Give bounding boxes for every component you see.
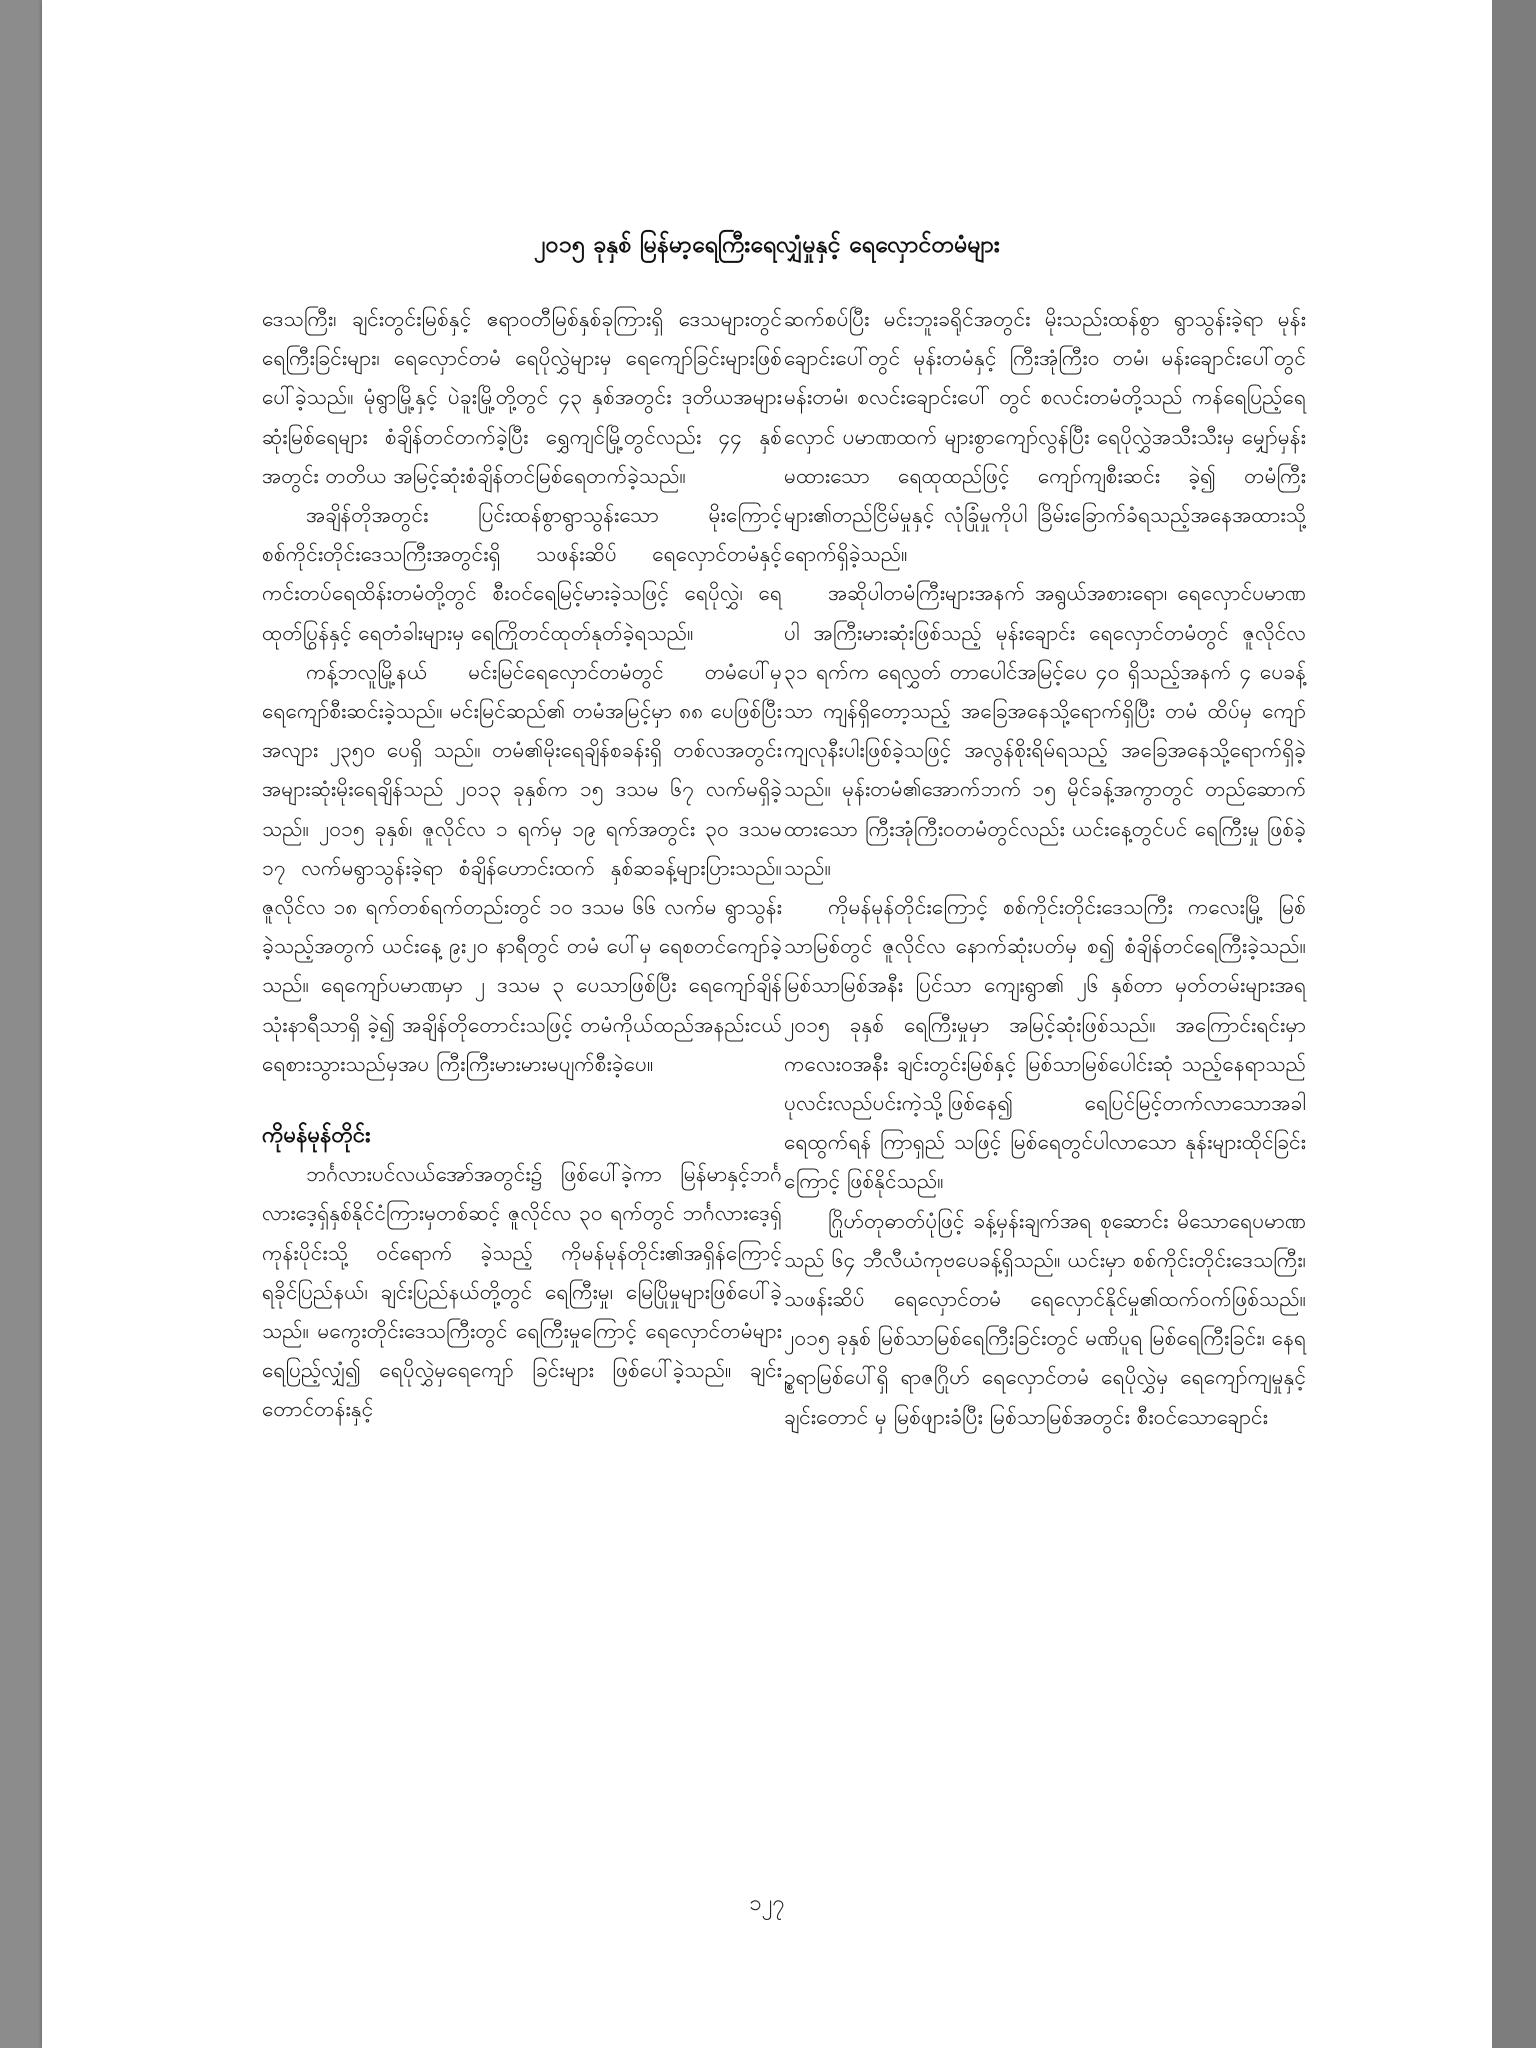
document-page — [42, 0, 1492, 2048]
paragraph: အချိန်တိုအတွင်း ပြင်းထန်စွာရွာသွန်းသော မိုးကြောင့် စစ်ကိုင်းတိုင်းဒေသကြီးအတွင်းရှိ သဖန်းဆိပ် ရေလှောင်တမံနှင့် ကင်းတပ်ရေထိန်းတမံတို့တွင် စီးဝင်ရေမြင့်မားခဲ့သဖြင့် ရေပိုလွှဲ၊ ရေထုတ်ပြွန်နှင့် ရေတံခါးများမှ ရေကြိုတင်ထုတ်နုတ်ခဲ့ရသည်။ — [262, 503, 782, 645]
left-column — [262, 300, 782, 1430]
paragraph: ဒေသကြီး၊ ချင်းတွင်းမြစ်နှင့် ဧရာဝတီမြစ်နှစ်ခုကြားရှိ ဒေသများတွင် ရေကြီးခြင်းများ၊ ရေလှောင်တမံ ရေပိုလွှဲများမှ ရေကျော်ခြင်းများဖြစ်ပေါ်ခဲ့သည်။ မုံရွာမြို့နှင့် ပဲခူးမြို့တို့တွင် ၄၃ နှစ်အတွင်း ဒုတိယအများဆုံးမြစ်ရေများ စံချိန်တင်တက်ခဲ့ပြီး ရွှေကျင်မြို့တွင်လည်း ၄၄ နှစ်အတွင်း တတိယ အမြင့်ဆုံးစံချိန်တင်မြစ်ရေတက်ခဲ့သည်။ — [262, 307, 782, 488]
page-title: ၂၀၁၅ ခုနှစ် မြန်မာ့ရေကြီးရေလျှံမှုနှင့် ရေလှောင်တမံများ — [534, 232, 1000, 258]
paragraph: ဂြိုဟ်တုဓာတ်ပုံဖြင့် ခန့်မှန်းချက်အရ စုဆောင်း မိသောရေပမာဏသည် ၆၄ ဘီလီယံကုဗပေခန့်ရှိသည်။ ယင်းမှာ စစ်ကိုင်းတိုင်းဒေသကြီး၊ သဖန်းဆိပ် ရေလှောင်တမံ ရေလှောင်နိုင်မှု၏ထက်ဝက်ဖြစ်သည်။ ၂၀၁၅ ခုနှစ် မြစ်သာမြစ်ရေကြီးခြင်းတွင် မဏိပူရ မြစ်ရေကြီးခြင်း၊ နေရဉ္စရာမြစ်ပေါ်ရှိ ရာဇဂြိုဟ် ရေလှောင်တမံ ရေပိုလွှဲမှ ရေကျော်ကျမှုနှင့် ချင်းတောင် မှ မြစ်ဖျားခံပြီး မြစ်သာမြစ်အတွင်း စီးဝင်သောချောင်း — [784, 1208, 1306, 1429]
section-heading: ကိုမန်မုန်တိုင်း — [262, 1123, 371, 1149]
paragraph: ကိုမန်မုန်တိုင်းကြောင့် စစ်ကိုင်းတိုင်းဒေသကြီး ကလေးမြို့ မြစ်သာမြစ်တွင် ဇူလိုင်လ နောက်ဆုံးပတ်မှ စ၍ စံချိန်တင်ရေကြီးခဲ့သည်။ မြစ်သာမြစ်အနီး ပြင်သာ ကျေးရွာ၏ ၂၆ နှစ်တာ မှတ်တမ်းများအရ ၂၀၁၅ ခုနှစ် ရေကြီးမှုမှာ အမြင့်ဆုံးဖြစ်သည်။ အကြောင်းရင်းမှာ ကလေးဝအနီး ချင်းတွင်းမြစ်နှင့် မြစ်သာမြစ်ပေါင်းဆုံ သည့်နေရာသည် ပုလင်းလည်ပင်းကဲ့သို့ဖြစ်နေ၍ ရေပြင်မြင့်တက်လာသောအခါ ရေထွက်ရန် ကြာရှည် သဖြင့် မြစ်ရေတွင်ပါလာသော နုန်းများထိုင်ခြင်းကြောင့် ဖြစ်နိုင်သည်။ — [784, 895, 1306, 1194]
viewer-side-strip — [1492, 0, 1536, 2048]
paragraph: ဆက်စပ်ပြီး မင်းဘူးခရိုင်အတွင်း မိုးသည်းထန်စွာ ရွာသွန်းခဲ့ရာ မုန်းချောင်းပေါ်တွင် မုန်းတမံနှင့် ကြီးအုံကြီးဝ တမံ၊ မန်းချောင်းပေါ်တွင် မန်းတမံ၊ စလင်းချောင်းပေါ် တွင် စလင်းတမံတို့သည် ကန်ရေပြည့်ရေလှောင် ပမာဏထက် များစွာကျော်လွန်ပြီး ရေပိုလွှဲအသီးသီးမှ မျှော်မှန်းမထားသော ရေထုထည်ဖြင့် ကျော်ကျစီးဆင်း ခဲ့၍ တမံကြီးများ၏တည်ငြိမ်မှုနှင့် လုံခြုံမှုကိုပါ ခြိမ်းခြောက်ခံရသည့်အနေအထားသို့ ရောက်ရှိခဲ့သည်။ — [784, 307, 1306, 567]
paragraph: ဘင်္ဂလားပင်လယ်အော်အတွင်း၌ ဖြစ်ပေါ်ခဲ့ကာ မြန်မာနှင့်ဘင်္ဂလားဒေ့ရှ်နှစ်နိုင်ငံကြားမှတစ်ဆင့် ဇူလိုင်လ ၃၀ ရက်တွင် ဘင်္ဂလားဒေ့ရှ်ကုန်းပိုင်းသို့ ဝင်ရောက် ခဲ့သည့် ကိုမန်မုန်တိုင်း၏အရှိန်ကြောင့် ရခိုင်ပြည်နယ်၊ ချင်းပြည်နယ်တို့တွင် ရေကြီးမှု၊ မြေပြိုမှုများဖြစ်ပေါ်ခဲ့ သည်။ မကွေးတိုင်းဒေသကြီးတွင် ရေကြီးမှုကြောင့် ရေလှောင်တမံများ ရေပြည့်လျှံ၍ ရေပိုလွှဲမှရေကျော် ခြင်းများ ဖြစ်ပေါ်ခဲ့သည်။ ချင်းတောင်တန်းနှင့် — [262, 1162, 782, 1422]
paragraph: အဆိုပါတမံကြီးများအနက် အရွယ်အစားရော၊ ရေလှောင်ပမာဏပါ အကြီးမားဆုံးဖြစ်သည့် မုန်းချောင်း ရေလှောင်တမံတွင် ဇူလိုင်လ ၃၁ ရက်က ရေလွှတ် တာပေါင်အမြင့်ပေ ၄၀ ရှိသည့်အနက် ၄ ပေခန့်သာ ကျန်ရှိတော့သည့် အခြေအနေသို့ရောက်ရှိပြီး တမံ ထိပ်မှ ကျော်ကျလုနီးပါးဖြစ်ခဲ့သဖြင့် အလွန်စိုးရိမ်ရသည့် အခြေအနေသို့ရောက်ရှိခဲ့သည်။ မုန်းတမံ၏အောက်ဘက် ၁၅ မိုင်ခန့်အကွာတွင် တည်ဆောက်ထားသော ကြီးအုံကြီးဝတမံတွင်လည်း ယင်းနေ့တွင်ပင် ရေကြီးမှု ဖြစ်ခဲ့သည်။ — [784, 581, 1306, 880]
paragraph: ကန့်ဘလူမြို့နယ် မင်းမြင်ရေလှောင်တမံတွင် တမံပေါ်မှ ရေကျော်စီးဆင်းခဲ့သည်။ မင်းမြင်ဆည်၏ တမံအမြင့်မှာ ၈၈ ပေဖြစ်ပြီး အလျား ၂၃၅၀ ပေရှိ သည်။ တမံ၏မိုးရေချိန်စခန်းရှိ တစ်လအတွင်း အများဆုံးမိုးရေချိန်သည် ၂၀၁၃ ခုနှစ်က ၁၅ ဒသမ ၆၇ လက်မရှိခဲ့သည်။ ၂၀၁၅ ခုနှစ်၊ ဇူလိုင်လ ၁ ရက်မှ ၁၉ ရက်အတွင်း ၃၀ ဒသမ ၁၇ လက်မရွာသွန်းခဲ့ရာ စံချိန်ဟောင်းထက် နှစ်ဆခန့်များပြားသည်။ ဇူလိုင်လ ၁၈ ရက်တစ်ရက်တည်းတွင် ၁၀ ဒသမ ၆၆ လက်မ ရွာသွန်းခဲ့သည့်အတွက် ယင်းနေ့ ၉း၂၀ နာရီတွင် တမံ ပေါ်မှ ရေစတင်ကျော်ခဲ့သည်။ ရေကျော်ပမာဏမှာ ၂ ဒသမ ၃ ပေသာဖြစ်ပြီး ရေကျော်ချိန် သုံးနာရီသာရှိ ခဲ့၍ အချိန်တိုတောင်းသဖြင့် တမံကိုယ်ထည်အနည်းငယ် ရေစားသွားသည်မှအပ ကြီးကြီးမားမားမပျက်စီးခဲ့ပေ။ — [262, 659, 782, 1076]
page-number: ၁၂၇ — [749, 1891, 785, 1916]
right-column — [784, 300, 1306, 1437]
